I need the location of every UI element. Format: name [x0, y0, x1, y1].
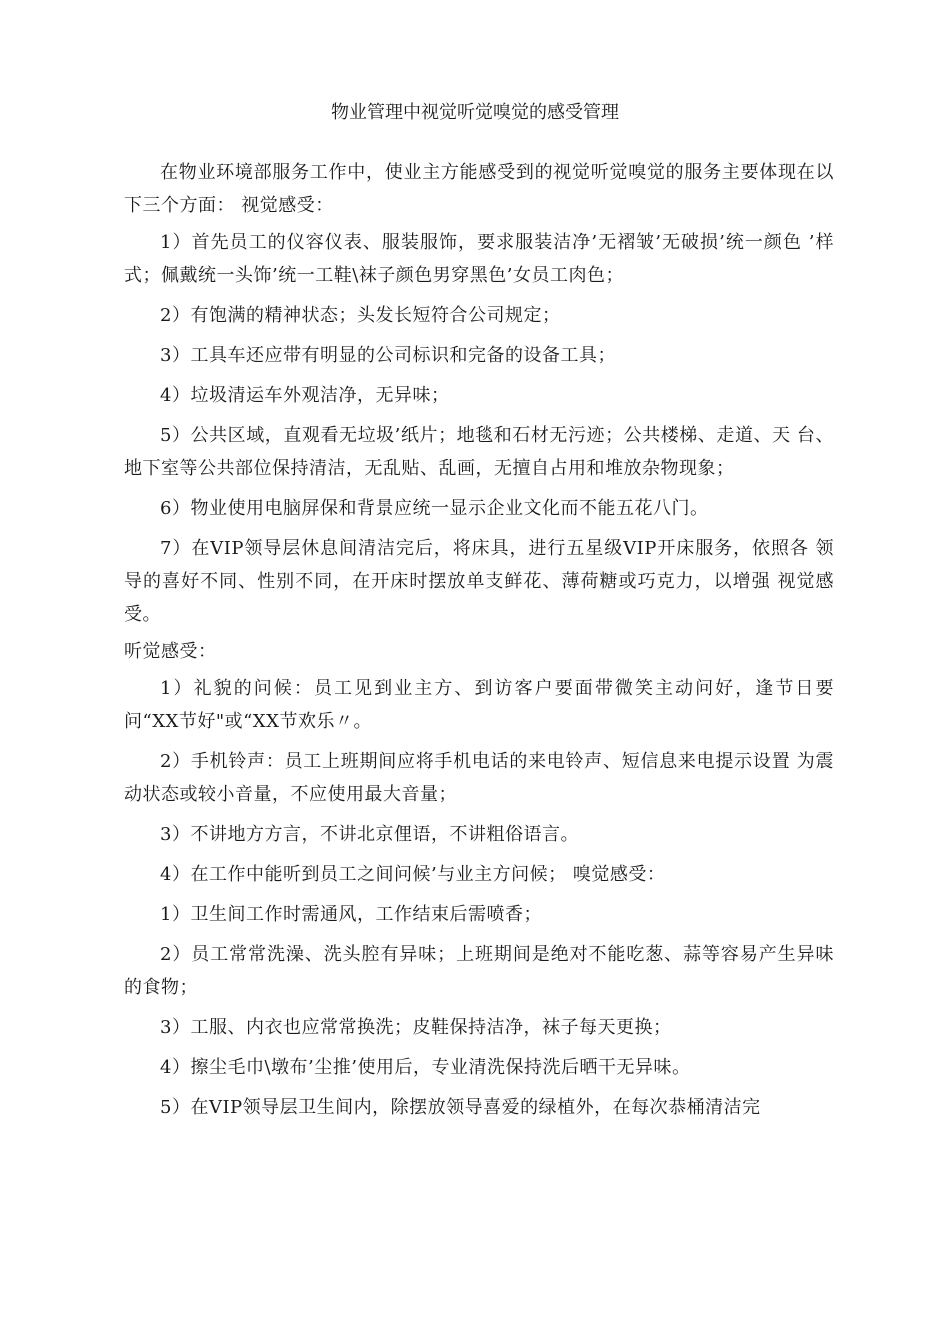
document-title: 物业管理中视觉听觉嗅觉的感受管理	[331, 102, 619, 123]
visual-item-5: 5）公共区域，直观看无垃圾’纸片；地毯和石材无污迹；公共楼梯、走道、天 台、地下室等公共部位保持清洁，无乱贴、乱画，无擅自占用和堆放杂物现象；	[124, 425, 834, 479]
visual-item-3: 3）工具车还应带有明显的公司标识和完备的设备工具；	[160, 345, 616, 366]
hearing-heading: 听觉感受：	[124, 641, 217, 662]
smell-item-1: 1）卫生间工作时需通风，工作结束后需喷香；	[160, 904, 542, 925]
visual-item-1: 1）首先员工的仪容仪表、服装服饰，要求服装洁净’无褶皱’无破损’统一颜色 ’样式；佩戴统一头饰’统一工鞋\袜子颜色男穿黑色’女员工肉色；	[124, 232, 834, 286]
hearing-item-1: 1）礼貌的问候：员工见到业主方、到访客户要面带微笑主动问好，逢节日要 问“XX节好"或“XX节欢乐〃。	[124, 678, 834, 732]
visual-item-2: 2）有饱满的精神状态；头发长短符合公司规定；	[160, 305, 561, 326]
hearing-item-4: 4）在工作中能听到员工之间问候’与业主方问候； 嗅觉感受：	[160, 864, 666, 885]
hearing-item-3: 3）不讲地方方言，不讲北京俚语，不讲粗俗语言。	[160, 824, 579, 845]
smell-item-2: 2）员工常常洗澡、洗头腔有异味；上班期间是绝对不能吃葱、蒜等容易产生异味的食物；	[124, 944, 834, 998]
visual-item-4: 4）垃圾清运车外观洁净，无异味；	[160, 385, 450, 406]
smell-item-5: 5）在VIP领导层卫生间内，除摆放领导喜爱的绿植外，在每次恭桶清洁完	[160, 1097, 761, 1118]
intro-paragraph: 在物业环境部服务工作中，使业主方能感受到的视觉听觉嗅觉的服务主要体现在以下三个方面： 视觉感受：	[124, 162, 834, 216]
smell-item-4: 4）擦尘毛巾\墩布’尘推’使用后，专业清洗保持洗后晒干无异味。	[160, 1057, 691, 1078]
visual-item-7: 7）在VIP领导层休息间清洁完后，将床具，进行五星级VIP开床服务，依照各 领导的喜好不同、性别不同，在开床时摆放单支鲜花、薄荷糖或巧克力，以增强 视觉感受。	[124, 538, 834, 625]
visual-item-6: 6）物业使用电脑屏保和背景应统一显示企业文化而不能五花八门。	[160, 498, 709, 519]
document-body	[124, 156, 834, 1131]
smell-item-3: 3）工服、内衣也应常常换洗；皮鞋保持洁净，袜子每天更换；	[160, 1017, 672, 1038]
hearing-item-2: 2）手机铃声：员工上班期间应将手机电话的来电铃声、短信息来电提示设置 为震动状态或较小音量，不应使用最大音量；	[124, 751, 834, 805]
